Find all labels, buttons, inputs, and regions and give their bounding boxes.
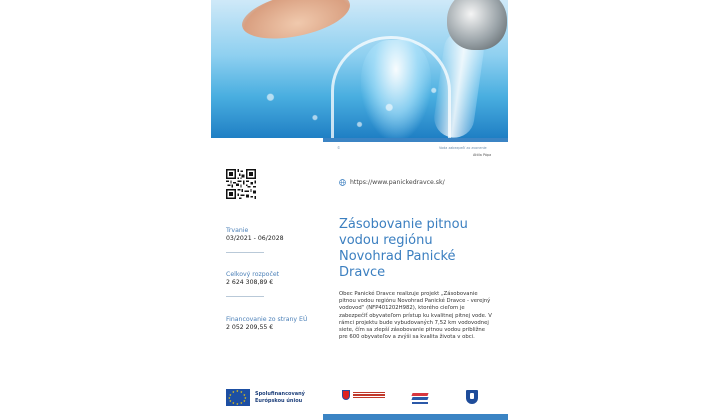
municipality-crest-icon [466,390,478,404]
stat-value: 2 624 308,89 € [226,279,274,286]
photo-credit [337,146,505,160]
stat-label: Celkový rozpočet [226,271,280,278]
divider [226,252,264,253]
project-poster [211,0,508,420]
globe-icon [339,179,346,186]
stat-value: 2 052 209,55 € [226,324,274,331]
stat-eu-funding [226,316,321,332]
project-description: Obec Panické Dravce realizuje projekt „Zásobovanie pitnou vodou regiónu Novohrad Panické Dravce - verejný vodovod“ (NFP401202H982), ktorého cieľom je zabezpečiť obyvateľom prístup ku kvalitnej pitnej vode. V rámci projektu bude vybudovaných 7,52 km vodovodnej siete, čím sa zlepší zásobovanie pitnou vodou približne pre 600 obyvateľov a zvýši sa kvalita života v obci. [339,291,492,341]
stat-label: Trvanie [226,227,249,234]
eu-cofunded-logo [226,389,305,406]
eu-text-line2: Európskou úniou [255,397,303,404]
project-title: Zásobovanie pitnou vodou regiónu Novohrad Panické Dravce [339,217,468,280]
eu-flag-icon: ★ ★ ★ ★ ★ ★ ★ ★ ★ ★ ★ ★ [226,389,250,406]
qr-code[interactable] [226,169,256,199]
ministry-logo [342,390,385,400]
stat-duration [226,227,321,253]
stat-label: Financovanie zo strany EÚ [226,316,308,323]
accent-band-bottom [323,414,508,420]
accent-band-top [323,138,508,142]
photo-source: Voda zabezpečí zo zvonenie [439,146,487,150]
programme-logo [410,390,430,406]
stat-total-budget [226,271,321,297]
slovak-coat-of-arms-icon [342,390,350,400]
eu-text-line1: Spolufinancovaný [255,391,305,397]
website-link[interactable] [339,179,445,186]
hero-photo-water-glass [211,0,508,138]
copyright-mark: © [337,146,341,150]
divider [226,296,264,297]
photo-author: Attila Pápa [473,153,492,157]
stat-value: 03/2021 - 06/2028 [226,235,284,242]
faucet-image [447,0,507,50]
website-url[interactable]: https://www.panickedravce.sk/ [350,179,445,186]
